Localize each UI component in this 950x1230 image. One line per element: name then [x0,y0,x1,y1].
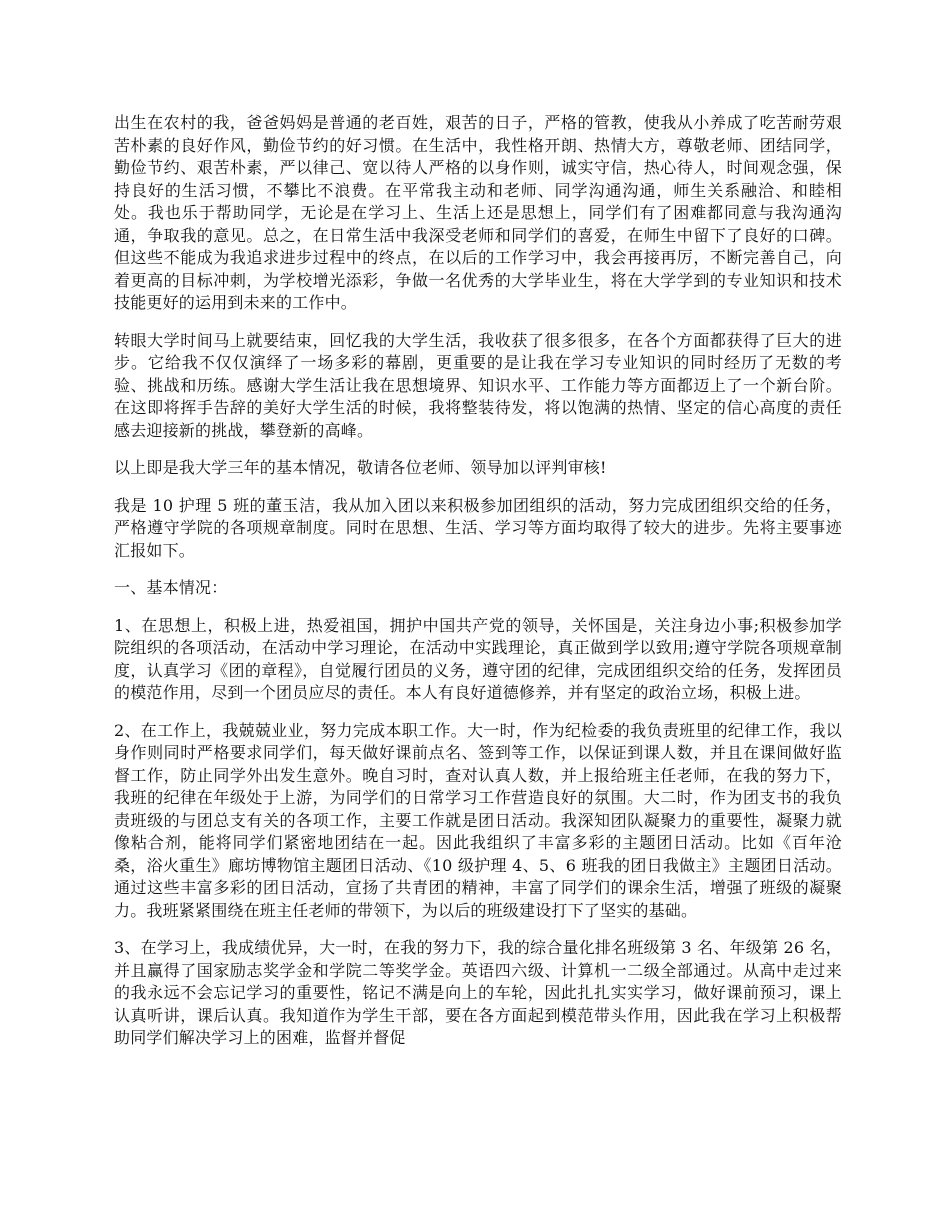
paragraph-study: 3、在学习上，我成绩优异，大一时，在我的努力下，我的综合量化排名班级第 3 名、年级第 26 名，并且赢得了国家励志奖学金和学院二等奖学金。英语四六级、计算机一二级全部通过。从高中走过来的我永远不会忘记学习的重要性，铭记不满是向上的车轮，因此扎扎实实学习，做好课前预习，课上认真听讲，课后认真。我知道作为学生干部，要在各方面起到模范带头作用，因此我在学习上积极帮助同学们解决学习上的困难，监督并督促 [114,938,842,1047]
paragraph-introduction: 我是 10 护理 5 班的董玉洁，我从加入团以来积极参加团组织的活动，努力完成团组织交给的任务，严格遵守学院的各项规章制度。同时在思想、生活、学习等方面均取得了较大的进步。先将主要事迹汇报如下。 [114,495,842,560]
document-body [114,112,842,1065]
paragraph-ideology: 1、在思想上，积极上进，热爱祖国，拥护中国共产党的领导，关怀国是，关注身边小事;积极参加学院组织的各项活动，在活动中学习理论，在活动中实践理论，真正做到学以致用;遵守学院各项规章制度，认真学习《团的章程》，自觉履行团员的义务，遵守团的纪律，完成团组织交给的任务，发挥团员的模范作用，尽到一个团员应尽的责任。本人有良好道德修养，并有坚定的政治立场，积极上进。 [114,615,842,702]
paragraph-upbringing: 出生在农村的我，爸爸妈妈是普通的老百姓，艰苦的日子，严格的管教，使我从小养成了吃苦耐劳艰苦朴素的良好作风，勤俭节约的好习惯。在生活中，我性格开朗、热情大方，尊敬老师、团结同学，勤俭节约、艰苦朴素，严以律己、宽以待人严格的以身作则，诚实守信，热心待人，时间观念强，保持良好的生活习惯，不攀比不浪费。在平常我主动和老师、同学沟通沟通，师生关系融洽、和睦相处。我也乐于帮助同学，无论是在学习上、生活上还是思想上，同学们有了困难都同意与我沟通沟通，争取我的意见。总之，在日常生活中我深受老师和同学们的喜爱，在师生中留下了良好的口碑。但这些不能成为我追求进步过程中的终点，在以后的工作学习中，我会再接再厉，不断完善自己，向着更高的目标冲刺，为学校增光添彩，争做一名优秀的大学毕业生，将在大学学到的专业知识和技术技能更好的运用到未来的工作中。 [114,113,842,312]
section-heading-basic-info: 一、基本情况： [114,578,228,597]
paragraph-work: 2、在工作上，我兢兢业业，努力完成本职工作。大一时，作为纪检委的我负责班里的纪律工作，我以身作则同时严格要求同学们，每天做好课前点名、签到等工作，以保证到课人数，并且在课间做好监督工作，防止同学外出发生意外。晚自习时，查对认真人数，并上报给班主任老师，在我的努力下，我班的纪律在年级处于上游，为同学们的日常学习工作营造良好的氛围。大二时，作为团支书的我负责班级的与团总支有关的各项工作，主要工作就是团日活动。我深知团队凝聚力的重要性，凝聚力就像粘合剂，能将同学们紧密地团结在一起。因此我组织了丰富多彩的主题团日活动。比如《百年沧桑，浴火重生》廊坊博物馆主题团日活动、《10 级护理 4、5、6 班我的团日我做主》主题团日活动。通过这些丰富多彩的团日活动，宣扬了共青团的精神，丰富了同学们的课余生活，增强了班级的凝聚力。我班紧紧围绕在班主任老师的带领下，为以后的班级建设打下了坚实的基础。 [114,720,842,920]
paragraph-university-reflection: 转眼大学时间马上就要结束，回忆我的大学生活，我收获了很多很多，在各个方面都获得了巨大的进步。它给我不仅仅演绎了一场多彩的幕剧，更重要的是让我在学习专业知识的同时经历了无数的考验、挑战和历练。感谢大学生活让我在思想境界、知识水平、工作能力等方面都迈上了一个新台阶。在这即将挥手告辞的美好大学生活的时候，我将整装待发，将以饱满的热情、坚定的信心高度的责任感去迎接新的挑战，攀登新的高峰。 [114,330,842,440]
paragraph-closing-request: 以上即是我大学三年的基本情况，敬请各位老师、领导加以评判审核! [114,458,607,477]
